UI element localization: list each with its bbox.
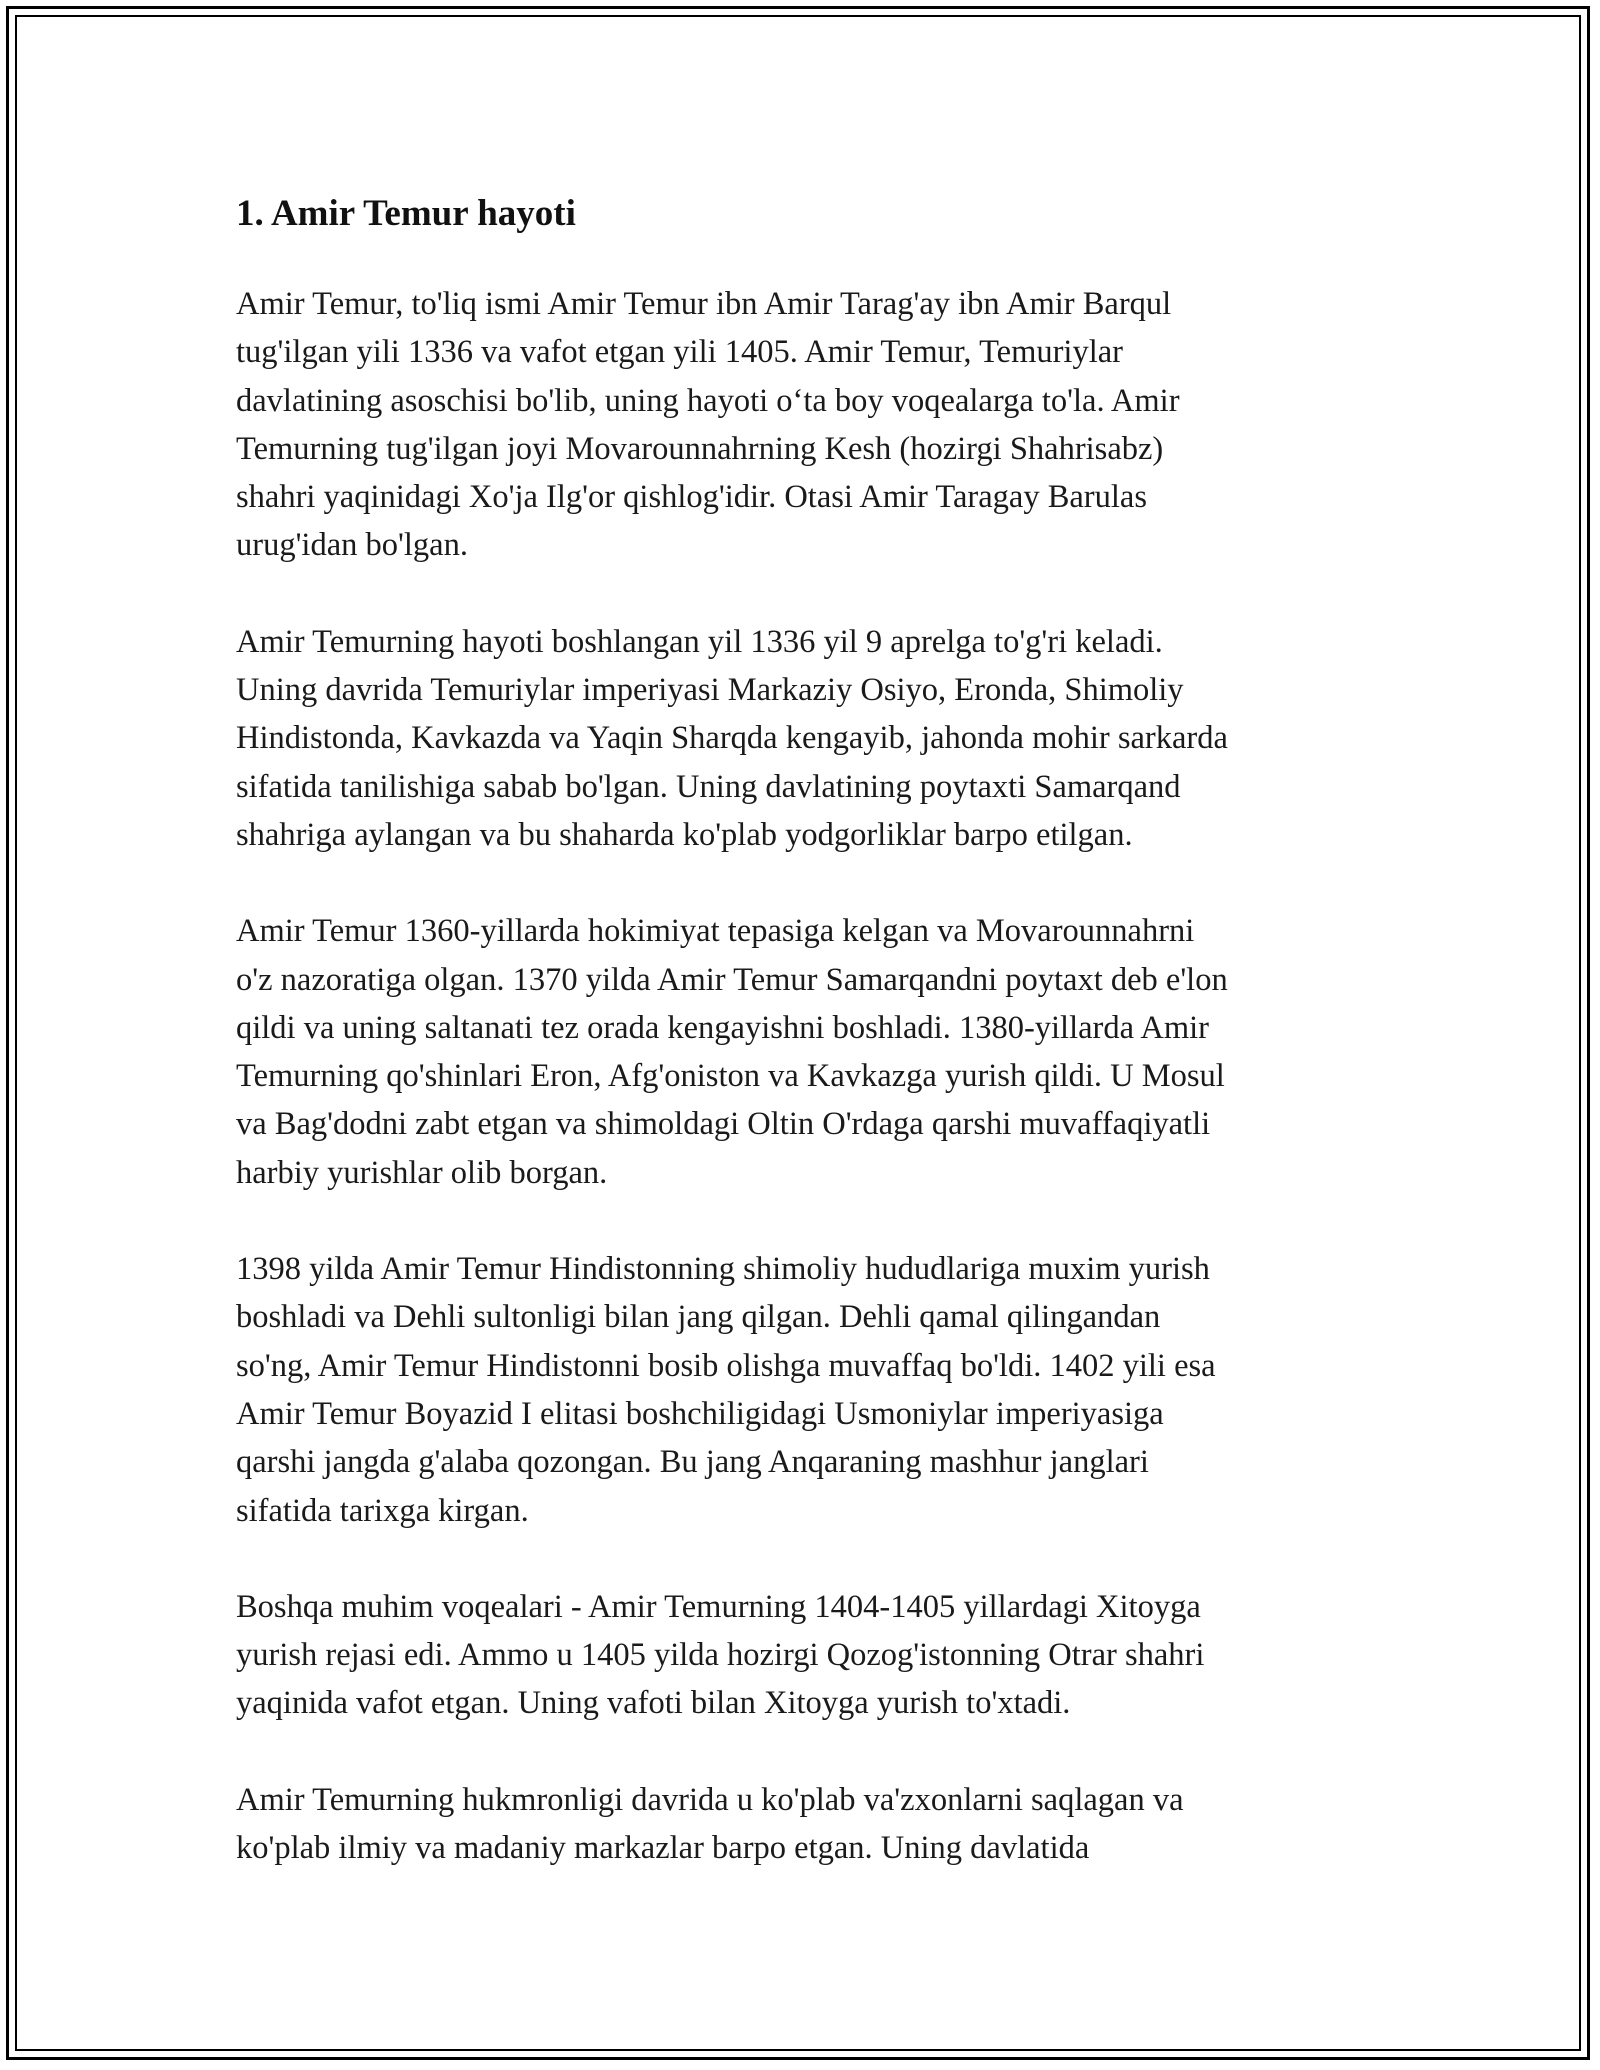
text-line: shahri yaqinidagi Xo'ja Ilg'or qishlog'idir. Otasi Amir Taragay Barulas (236, 479, 1147, 516)
paragraph-6 (236, 1776, 1364, 1873)
text-line: Amir Temurning hayoti boshlangan yil 1336 yil 9 aprelga to'g'ri keladi. (236, 623, 1163, 660)
paragraph-4 (236, 1245, 1364, 1535)
text-line: 1398 yilda Amir Temur Hindistonning shimoliy hududlariga muxim yurish (236, 1251, 1210, 1288)
text-line: tug'ilgan yili 1336 va vafot etgan yili 1405. Amir Temur, Temuriylar (236, 334, 1123, 371)
text-line: sifatida tarixga kirgan. (236, 1492, 529, 1529)
text-line: davlatining asoschisi bo'lib, uning hayoti oʻta boy voqealarga to'la. Amir (236, 382, 1180, 419)
text-line: Temurning qo'shinlari Eron, Afg'oniston va Kavkazga yurish qildi. U Mosul (236, 1058, 1225, 1095)
paragraph-3 (236, 907, 1364, 1197)
text-line: Boshqa muhim voqealari - Amir Temurning 1404-1405 yillardagi Xitoyga (236, 1588, 1201, 1625)
text-line: sifatida tanilishiga sabab bo'lgan. Uning davlatining poytaxti Samarqand (236, 768, 1181, 805)
text-line: Amir Temur, to'liq ismi Amir Temur ibn Amir Tarag'ay ibn Amir Barqul (236, 286, 1172, 322)
text-line: urug'idan bo'lgan. (236, 527, 468, 564)
paragraph-2 (236, 618, 1364, 859)
text-line: va Bag'dodni zabt etgan va shimoldagi Oltin O'rdaga qarshi muvaffaqiyatli (236, 1106, 1211, 1143)
text-line: Temurning tug'ilgan joyi Movarounnahrning Kesh (hozirgi Shahrisabz) (236, 430, 1164, 467)
text-line: Uning davrida Temuriylar imperiyasi Markaziy Osiyo, Eronda, Shimoliy (236, 672, 1184, 709)
text-line: Amir Temur Boyazid I elitasi boshchiligidagi Usmoniylar imperiyasiga (236, 1395, 1164, 1432)
text-line: Amir Temurning hukmronligi davrida u ko'plab va'zxonlarni saqlagan va (236, 1781, 1184, 1818)
paragraph-1 (236, 280, 1364, 570)
text-line: o'z nazoratiga olgan. 1370 yilda Amir Temur Samarqandni poytaxt deb e'lon (236, 961, 1228, 998)
text-line: Hindistonda, Kavkazda va Yaqin Sharqda kengayib, jahonda mohir sarkarda (236, 720, 1228, 757)
text-line: qarshi jangda g'alaba qozongan. Bu jang Anqaraning mashhur janglari (236, 1444, 1149, 1481)
text-line: Amir Temur 1360-yillarda hokimiyat tepasiga kelgan va Movarounnahrni (236, 913, 1195, 950)
document-body (236, 182, 1364, 1920)
text-line: yurish rejasi edi. Ammo u 1405 yilda hozirgi Qozog'istonning Otrar shahri (236, 1637, 1205, 1674)
section-heading: 1. Amir Temur hayoti (236, 193, 576, 234)
text-line: shahriga aylangan va bu shaharda ko'plab yodgorliklar barpo etilgan. (236, 816, 1133, 853)
text-line: qildi va uning saltanati tez orada kengayishni boshladi. 1380-yillarda Amir (236, 1009, 1209, 1046)
text-line: so'ng, Amir Temur Hindistonni bosib olishga muvaffaq bo'ldi. 1402 yili esa (236, 1347, 1216, 1384)
text-line: ko'plab ilmiy va madaniy markazlar barpo etgan. Uning davlatida (236, 1830, 1090, 1867)
text-line: yaqinida vafot etgan. Uning vafoti bilan Xitoyga yurish to'xtadi. (236, 1685, 1071, 1722)
text-line: harbiy yurishlar olib borgan. (236, 1154, 608, 1191)
paragraph-5 (236, 1583, 1364, 1728)
text-line: boshladi va Dehli sultonligi bilan jang qilgan. Dehli qamal qilingandan (236, 1299, 1161, 1336)
